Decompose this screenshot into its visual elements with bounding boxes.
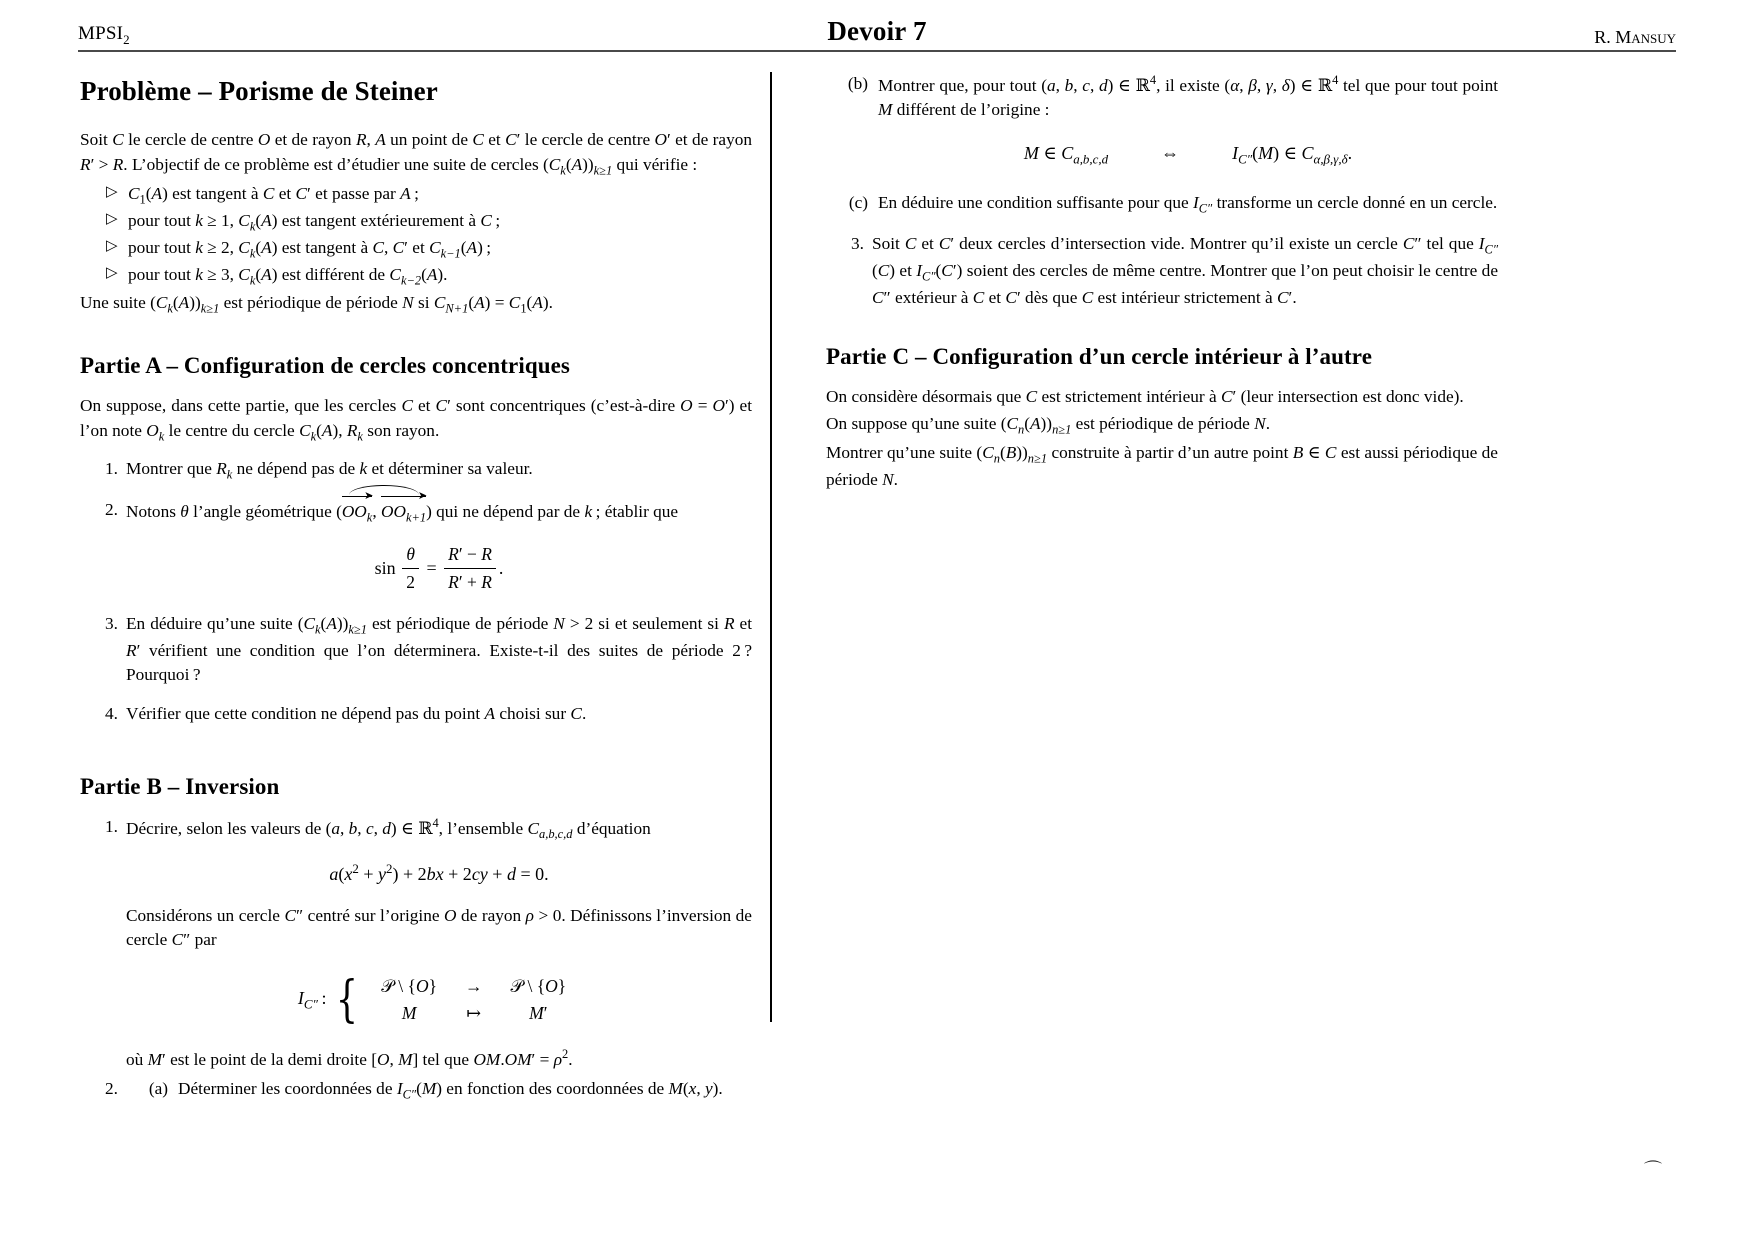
angle-arc-notation: ➤ $OO_k$, ➤ $OO_{k+1}$ (342, 498, 426, 527)
list-item (80, 1077, 752, 1104)
partie-b-inversion-note: où M′ est le point de la demi droite [O, M] tel que $OM.OM' = \rho^2$. (126, 1047, 573, 1070)
item-letter: (c) (848, 192, 868, 212)
partie-b-equation-2: M ∈ $C_{a,b,c,d}$ ⇔ $I_{C''}(M)$ ∈ $C_{\alpha,\beta,\gamma,\delta}$. (1023, 142, 1353, 167)
item-letter: (b) (847, 74, 868, 93)
right-column (826, 72, 1498, 493)
table-row (367, 1000, 580, 1027)
equivalence-symbol: ⇔ (1161, 142, 1180, 163)
partie-b-subquestions (80, 1077, 752, 1104)
item-number: 2. (105, 1078, 118, 1098)
problem-title: Problème – Porisme de Steiner (80, 76, 438, 106)
item-number: 1. (105, 817, 118, 837)
item-number: 4. (105, 703, 118, 723)
column-divider-rule (770, 72, 772, 1022)
list-item: 1. Montrer que $R_k$ ne dépend pas de k et déterminer sa valeur. (80, 457, 752, 484)
problem-conditions-list (80, 182, 752, 291)
partie-a-intro: On suppose, dans cette partie, que les cercles C et C′ sont concentriques (c’est-à-dire O = O′) et l’on note $O_k$ le centre du cercle $C_k(A)$, $R_k$ son rayon. (80, 396, 752, 444)
vector-oo-k: ➤ $OO_k$ (341, 490, 374, 525)
header-rule (78, 50, 1676, 52)
header-class-label: $MPSI_2$ (78, 23, 130, 47)
list-item: 4. Vérifier que cette condition ne dépend pas du point A choisi sur C. (80, 702, 752, 727)
mapsto-cell: ↦ (466, 1002, 482, 1023)
partie-a-equation: sin $\frac{\theta}{2}$ = $\frac{R' - R}{R' + R}$ . (374, 544, 504, 592)
list-item: (c) En déduire une condition suffisante pour que $I_{C''}$ transforme un cercle donné en un cercle. (826, 191, 1498, 218)
list-item: 3. En déduire qu’une suite $(C_k(A))_{k\ge 1}$ est périodique de période N > 2 si et seulement si R et R′ vérifient une condition que l’on déterminera. Existe-t-il des suites de période 2 ? Pourquoi ? (80, 612, 752, 688)
partie-c-line-2: On suppose qu’une suite $(C_n(A))_{n\ge 1}$ est périodique de période N. (826, 413, 1271, 437)
partie-b-question-3 (826, 232, 1498, 311)
left-column (80, 72, 752, 1118)
list-item: ▷ pour tout k ≥ 3, $C_k(A)$ est différent de $C_{k-2}(A)$. (106, 265, 448, 288)
inversion-map-table (367, 973, 580, 1027)
list-item: 1. Décrire, selon les valeurs de (a, b, c, d) ∈ ℝ$^4$, l’ensemble $C_{a,b,c,d}$ d’équation $a(x^2 + y^2) + 2bx + 2cy + d = 0$. Considérons un cercle C″ centré sur l’origine O de rayon ρ > 0. Définissons l’inversion de cercle C″ par $I_{C''}$ : { 𝒫 \ {O} → 𝒫 \ {O} M ↦ M′ où M′ est le point de la demi droite [O, M] tel que $OM.OM' = \rho^2$. (80, 815, 752, 1073)
partie-a-title: Partie A – Configuration de cercles concentriques (80, 352, 570, 378)
vector-oo-k1: ➤ $OO_{k+1}$ (380, 490, 428, 525)
item-number: 2. (105, 500, 118, 520)
element-cell: M (401, 1002, 417, 1023)
partie-b-title: Partie B – Inversion (80, 773, 280, 799)
codomain-cell: 𝒫 \ {O} (510, 975, 567, 996)
case-brace: { (335, 969, 359, 1028)
header-class-subscript: 2 (123, 32, 130, 47)
partie-c-line-3: Montrer qu’une suite $(C_n(B))_{n\ge 1}$ construite à partir d’un autre point B ∈ C est aussi périodique de période N. (826, 443, 1498, 490)
item-number: 3. (105, 613, 118, 633)
list-item: (a) Déterminer les coordonnées de $I_{C''}(M)$ en fonction des coordonnées de M(x, y). (126, 1077, 752, 1104)
header-author: R. Mansuy (1594, 27, 1676, 47)
domain-cell: 𝒫 \ {O} (381, 975, 437, 996)
partie-b-equation-1: $a(x^2 + y^2) + 2bx + 2cy + d = 0$. (329, 861, 549, 885)
triangle-bullet-icon: ▷ (106, 211, 118, 228)
list-item: ▷ pour tout k ≥ 2, $C_k(A)$ est tangent à C, C′ et $C_{k-1}(A)$ ; (106, 238, 492, 261)
list-item: 2. Notons θ l’angle géométrique ( ➤ $OO_k$, ➤ $OO_{k+1}$) qui ne dépend par de k ; établir que sin $\frac{\theta}{2}$ = $\frac{R' - R}{R' + R}$ . (80, 498, 752, 596)
item-number: 1. (105, 458, 118, 478)
header-title: Devoir 7 (827, 16, 927, 46)
triangle-bullet-icon: ▷ (106, 265, 118, 282)
footer-mark: ⌒ (1644, 1160, 1662, 1180)
periodicity-definition: Une suite $(C_k(A))_{k\ge 1}$ est périodique de période N si $C_{N+1}(A) = C_1(A)$. (80, 292, 553, 315)
triangle-bullet-icon: ▷ (106, 184, 118, 200)
problem-intro: Soit C le cercle de centre O et de rayon R, A un point de C et C′ le cercle de centre O′ et de rayon R′ > R. L’objectif de ce problème est d’étudier une suite de cercles $(C_k(A))_{k\ge 1}$ qui vérifie : (80, 130, 752, 178)
list-item: 3. Soit C et C′ deux cercles d’intersection vide. Montrer qu’il existe un cercle C″ tel que $I_{C''}(C)$ et $I_{C''}(C')$ soient des cercles de même centre. Montrer que l’on peut choisir le centre de C″ extérieur à C et C′ dès que C est intérieur strictement à C′. (826, 232, 1498, 311)
item-letter: (a) (148, 1078, 168, 1098)
partie-c-title: Partie C – Configuration d’un cercle intérieur à l’autre (826, 343, 1373, 369)
partie-c-line-1: On considère désormais que C est strictement intérieur à C′ (leur intersection est donc vide). (826, 387, 1464, 407)
partie-b-questions (80, 815, 752, 1104)
partie-b-subquestions-continued (826, 72, 1498, 218)
list-item: ▷ pour tout k ≥ 1, $C_k(A)$ est tangent extérieurement à C ; (106, 211, 501, 234)
image-cell: M′ (529, 1002, 548, 1023)
list-item: (b) Montrer que, pour tout (a, b, c, d) ∈ ℝ$^4$, il existe (α, β, γ, δ) ∈ ℝ$^4$ tel que pour tout point M différent de l’origine : M ∈ $C_{a,b,c,d}$ ⇔ $I_{C''}(M)$ ∈ $C_{\alpha,\beta,\gamma,\delta}$. (826, 72, 1498, 169)
partie-b-inversion-intro: Considérons un cercle C″ centré sur l’origine O de rayon ρ > 0. Définissons l’inversion de cercle C″ par (126, 905, 752, 950)
triangle-bullet-icon: ▷ (106, 238, 118, 255)
partie-a-questions (80, 457, 752, 727)
list-item: ▷ $C_1(A)$ est tangent à C et C′ et passe par A ; (106, 184, 419, 207)
arrow-cell: → (464, 975, 483, 996)
item-number: 3. (851, 233, 864, 253)
table-row (367, 973, 580, 1000)
partie-b-inversion-definition: $I_{C''}$ : { 𝒫 \ {O} → 𝒫 \ {O} M ↦ M′ (126, 973, 752, 1027)
